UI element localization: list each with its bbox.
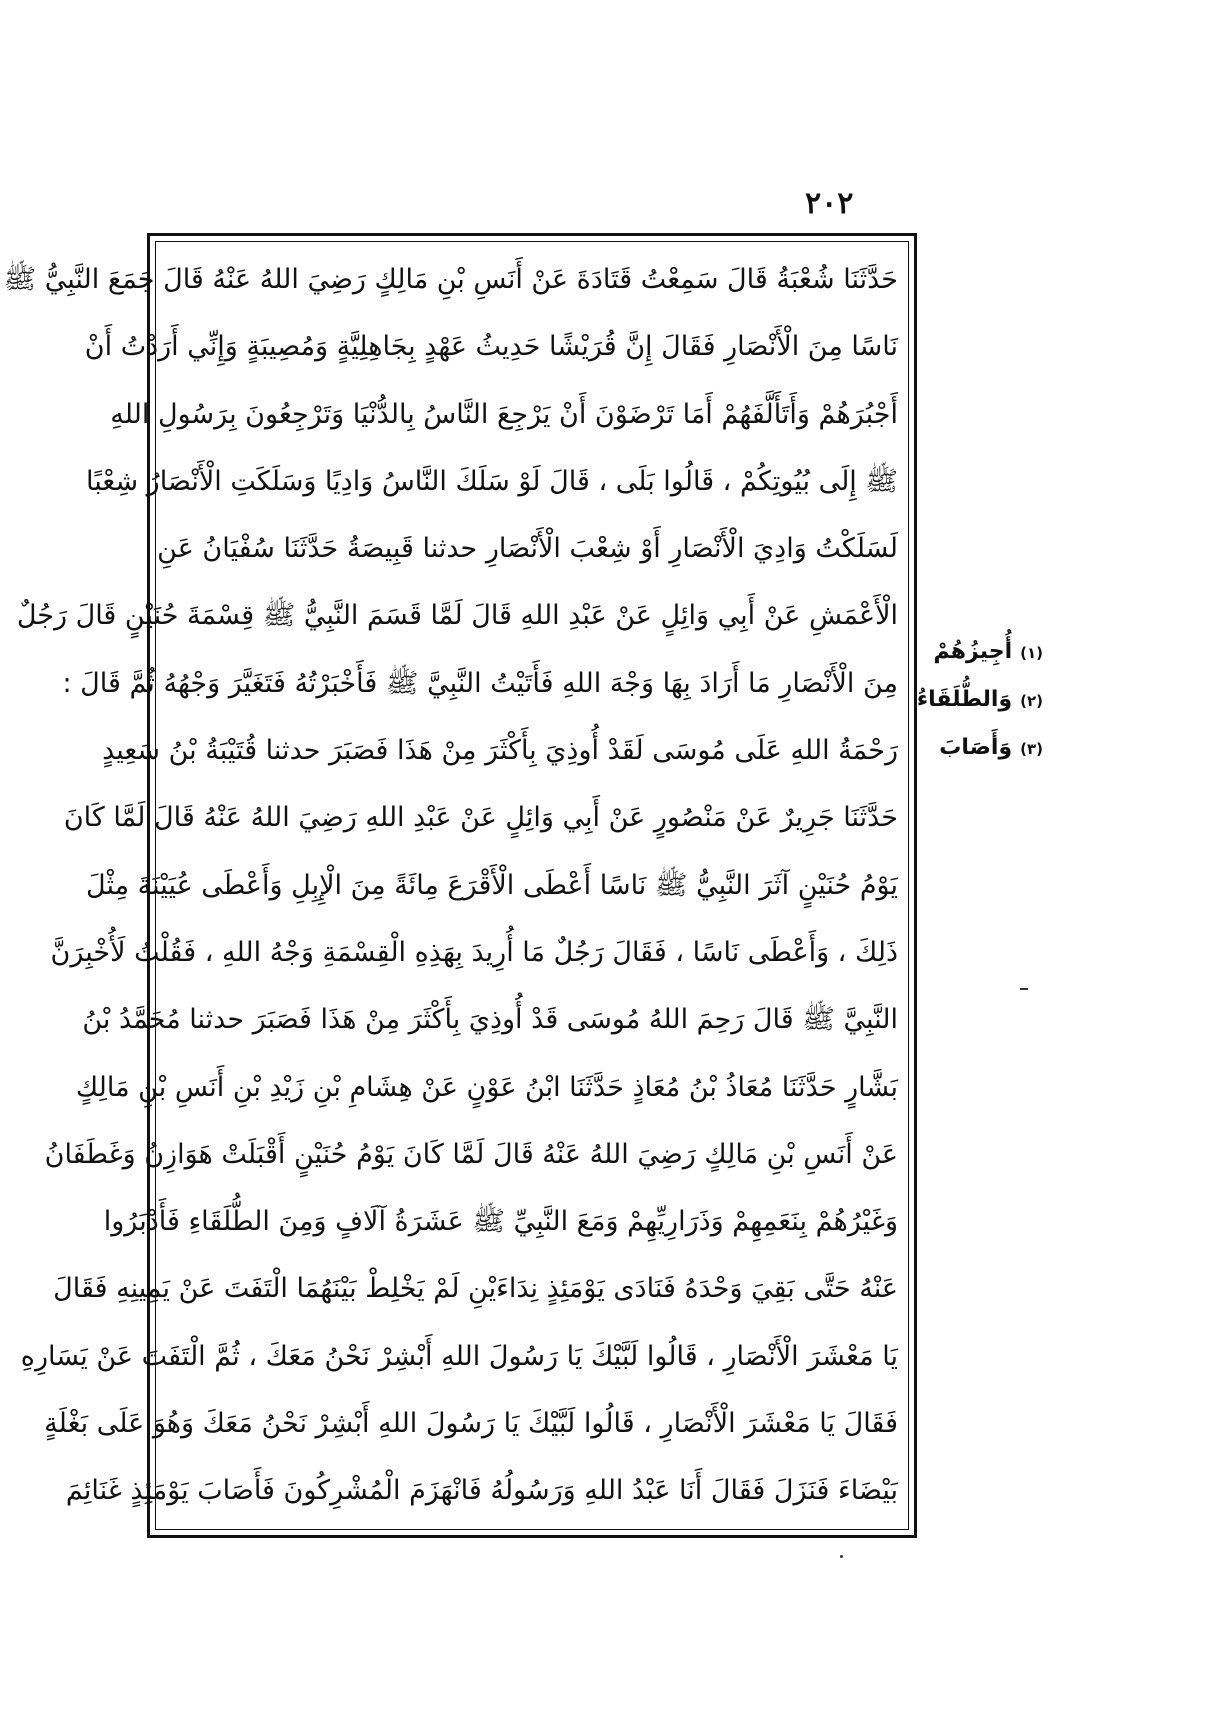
footnote-text: وَأَصَابَ [939,735,1013,760]
text-line: يَا مَعْشَرَ الْأَنْصَارِ ، قَالُوا لَبَّيْكَ يَا رَسُولَ اللهِ أَبْشِرْ نَحْنُ مَعَكَ ، ثُمَّ الْتَفَتَ عَنْ يَسَارِهِ [20,1340,898,1372]
text-line: نَاسًا مِنَ الْأَنْصَارِ فَقَالَ إِنَّ قُرَيْشًا حَدِيثُ عَهْدٍ بِجَاهِلِيَّةٍ وَمُصِيبَةٍ وَإِنِّي أَرَدْتُ أَنْ [84,331,898,363]
main-text [3,246,898,1526]
margin-footnotes [916,628,1043,772]
text-line: ﷺ إِلَى بُيُوتِكُمْ ، قَالُوا بَلَى ، قَالَ لَوْ سَلَكَ النَّاسُ وَادِيًا وَسَلَكَتِ الْأَنْصَارُ شِعْبًا [86,465,898,497]
text-line: فَقَالَ يَا مَعْشَرَ الْأَنْصَارِ ، قَالُوا لَبَّيْكَ يَا رَسُولَ اللهِ أَبْشِرْ نَحْنُ مَعَكَ وَهُوَ عَلَى بَغْلَةٍ [44,1408,898,1440]
text-line: حَدَّثَنَا جَرِيرٌ عَنْ مَنْصُورٍ عَنْ أَبِي وَائِلٍ عَنْ عَبْدِ اللهِ رَضِيَ اللهُ عَنْهُ قَالَ لَمَّا كَانَ [63,802,898,834]
text-line: أَجْبُرَهُمْ وَأَتَأَلَّفَهُمْ أَمَا تَرْضَوْنَ أَنْ يَرْجِعَ النَّاسُ بِالدُّنْيَا وَتَرْجِعُونَ بِرَسُولِ اللهِ [110,398,898,430]
footnote-number: (١) [1020,644,1043,662]
text-line: الْأَعْمَشِ عَنْ أَبِي وَائِلٍ عَنْ عَبْدِ اللهِ قَالَ لَمَّا قَسَمَ النَّبِيُّ ﷺ قِسْمَةَ حُنَيْنٍ قَالَ رَجُلٌ [16,600,898,632]
page-number: ٢٠٢ [805,186,854,221]
text-line: عَنْهُ حَتَّى بَقِيَ وَحْدَهُ فَنَادَى يَوْمَئِذٍ نِدَاءَيْنِ لَمْ يَخْلِطْ بَيْنَهُمَا الْتَفَتَ عَنْ يَمِينِهِ فَقَالَ [53,1273,898,1305]
speck-mark [840,1555,843,1558]
text-line: عَنْ أَنَسِ بْنِ مَالِكٍ رَضِيَ اللهُ عَنْهُ قَالَ لَمَّا كَانَ يَوْمُ حُنَيْنٍ أَقْبَلَتْ هَوَازِنُ وَغَطَفَانُ [44,1138,898,1170]
footnote-number: (٢) [1020,692,1043,710]
text-line: بَيْضَاءَ فَنَزَلَ فَقَالَ أَنَا عَبْدُ اللهِ وَرَسُولُهُ فَانْهَزَمَ الْمُشْرِكُونَ فَأَصَابَ يَوْمَئِذٍ غَنَائِمَ [65,1475,898,1507]
footnote-number: (٣) [1020,740,1043,758]
footnote-text: وَالطُّلَقَاءُ [916,687,1013,712]
text-line: ذَلِكَ ، وَأَعْطَى نَاسًا ، فَقَالَ رَجُلٌ مَا أُرِيدَ بِهَذِهِ الْقِسْمَةِ وَجْهُ اللهِ ، فَقُلْتُ لَأُخْبِرَنَّ [50,936,898,968]
footnote-2 [916,676,1043,724]
text-line: بَشَّارٍ حَدَّثَنَا مُعَاذُ بْنُ مُعَاذٍ حَدَّثَنَا ابْنُ عَوْنٍ عَنْ هِشَامِ بْنِ زَيْدِ بْنِ أَنَسِ بْنِ مَالِكٍ [75,1071,898,1103]
footnote-text: أُجِيزُهُمْ [933,639,1013,664]
text-line: النَّبِيَّ ﷺ قَالَ رَحِمَ اللهُ مُوسَى قَدْ أُوذِيَ بِأَكْثَرَ مِنْ هَذَا فَصَبَرَ حدثنا مُحَمَّدُ بْنُ [82,1004,898,1036]
text-line: حَدَّثَنَا شُعْبَةُ قَالَ سَمِعْتُ قَتَادَةَ عَنْ أَنَسِ بْنِ مَالِكٍ رَضِيَ اللهُ عَنْهُ قَالَ جَمَعَ النَّبِيُّ ﷺ [3,264,898,295]
text-line: مِنَ الْأَنْصَارِ مَا أَرَادَ بِهَا وَجْهَ اللهِ فَأَتَيْتُ النَّبِيَّ ﷺ فَأَخْبَرْتُهُ فَتَغَيَّرَ وَجْهُهُ ثُمَّ قَالَ : [62,667,898,699]
text-line: لَسَلَكْتُ وَادِيَ الْأَنْصَارِ أَوْ شِعْبَ الْأَنْصَارِ حدثنا قَبِيصَةُ حَدَّثَنَا سُفْيَانُ عَنِ [157,533,898,565]
footnote-1 [923,628,1043,676]
footnote-3 [923,724,1043,772]
margin-mark [1020,988,1028,990]
text-line: وَغَيْرُهُمْ بِنَعَمِهِمْ وَذَرَارِيِّهِمْ وَمَعَ النَّبِيِّ ﷺ عَشَرَةُ آلَافٍ وَمِنَ الطُّلَقَاءِ فَأَدْبَرُوا [103,1206,898,1238]
text-line: رَحْمَةُ اللهِ عَلَى مُوسَى لَقَدْ أُوذِيَ بِأَكْثَرَ مِنْ هَذَا فَصَبَرَ حدثنا قُتَيْبَةُ بْنُ سَعِيدٍ [102,735,898,767]
text-line: يَوْمُ حُنَيْنٍ آثَرَ النَّبِيُّ ﷺ نَاسًا أَعْطَى الْأَقْرَعَ مِائَةً مِنَ الْإِبِلِ وَأَعْطَى عُيَيْنَةَ مِثْلَ [86,869,898,901]
